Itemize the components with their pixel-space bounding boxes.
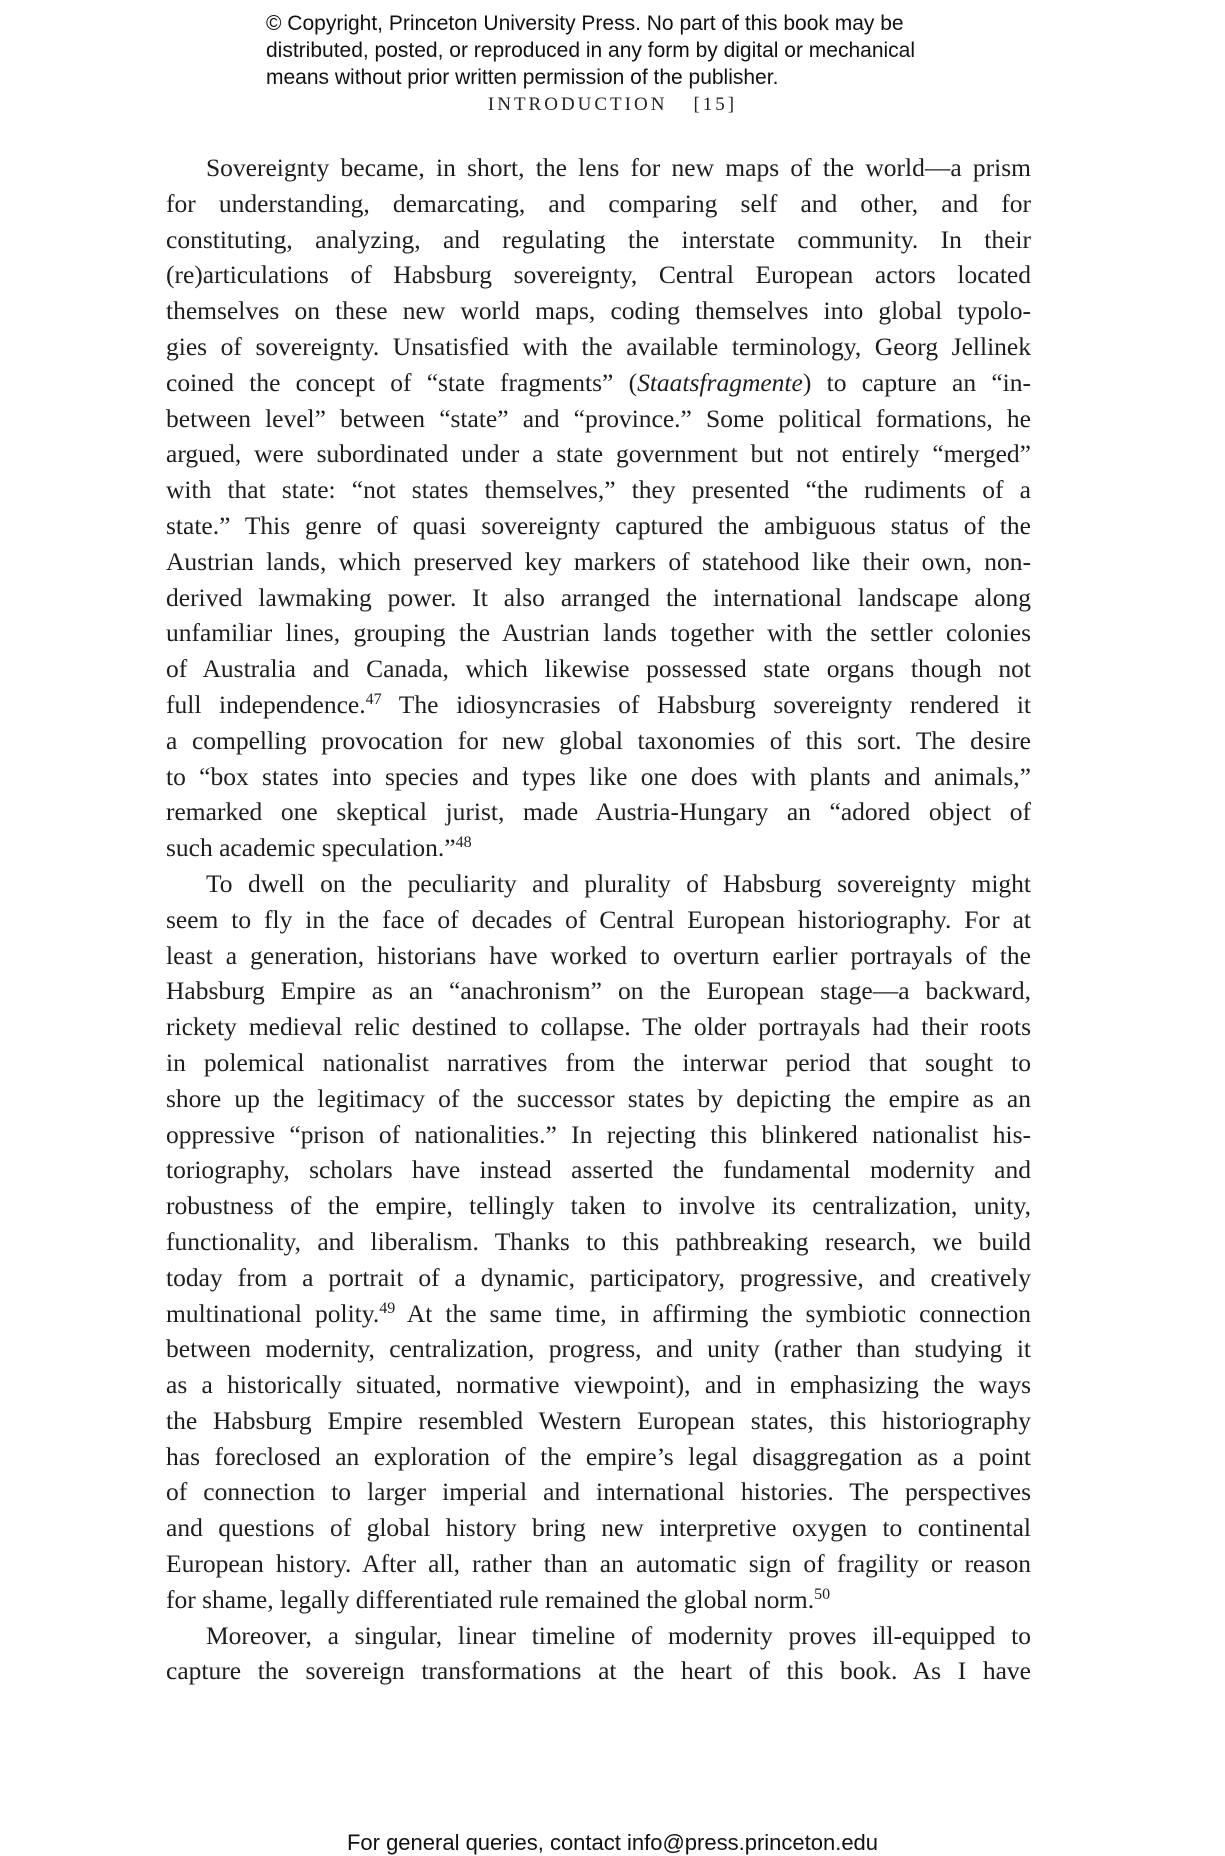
text-line: with that state: “not states themselves,” they presented “the rudiments of a	[166, 475, 1031, 505]
text-line: rickety medieval relic destined to collapse. The older portrayals had their roots	[166, 1012, 1031, 1042]
text-segment: The idiosyncrasies of Habsburg sovereignty rendered it	[381, 689, 1031, 719]
text-line: constituting, analyzing, and regulating the interstate community. In their	[166, 224, 1031, 254]
paragraph-3	[166, 1618, 1031, 1690]
text-segment: coined the concept of “state fragments” (	[166, 367, 638, 397]
text-line: gies of sovereignty. Unsatisfied with the available terminology, Georg Jellinek	[166, 331, 1031, 361]
text-segment: At the same time, in affirming the symbiotic connection	[395, 1298, 1032, 1328]
text-line: robustness of the empire, tellingly taken to involve its centralization, unity,	[166, 1191, 1031, 1221]
copyright-line: distributed, posted, or reproduced in any form by digital or mechanical	[266, 39, 916, 62]
text-line: and questions of global history bring new interpretive oxygen to continental	[166, 1513, 1031, 1543]
body-text	[166, 150, 1031, 1689]
text-line: Habsburg Empire as an “anachronism” on the European stage—a backward,	[166, 976, 1031, 1006]
text-line	[166, 687, 1031, 723]
text-segment: ) to capture an “in-	[802, 367, 1031, 397]
text-line: European history. After all, rather than an automatic sign of fragility or reason	[166, 1549, 1031, 1579]
text-line: derived lawmaking power. It also arranged the international landscape along	[166, 582, 1031, 612]
text-line: to “box states into species and types like one does with plants and animals,”	[166, 761, 1031, 791]
text-line: themselves on these new world maps, coding themselves into global typolo-	[166, 296, 1031, 326]
text-line: oppressive “prison of nationalities.” In rejecting this blinkered nationalist his-	[166, 1119, 1031, 1149]
running-head-section: INTRODUCTION	[487, 94, 668, 115]
text-line: for understanding, demarcating, and comparing self and other, and for	[166, 188, 1031, 218]
text-line	[166, 830, 1031, 866]
footer-contact: For general queries, contact info@press.princeton.edu	[346, 1830, 879, 1855]
text-line: toriography, scholars have instead asserted the fundamental modernity and	[166, 1155, 1031, 1185]
text-line: of connection to larger imperial and international histories. The perspectives	[166, 1477, 1031, 1507]
text-line: argued, were subordinated under a state government but not entirely “merged”	[166, 439, 1031, 469]
paragraph-2	[166, 866, 1031, 1618]
footnote-ref-48: 48	[455, 834, 472, 852]
text-line: in polemical nationalist narratives from the interwar period that sought to	[166, 1047, 1031, 1077]
text-segment: multinational polity.	[166, 1298, 380, 1328]
text-line: between modernity, centralization, progress, and unity (rather than studying it	[166, 1334, 1031, 1364]
text-line	[166, 1296, 1031, 1332]
copyright-notice	[266, 10, 1026, 91]
paragraph-1	[166, 150, 1031, 866]
text-line: of Australia and Canada, which likewise possessed state organs though not	[166, 654, 1031, 684]
italic-term: Staatsfragmente	[637, 367, 803, 397]
running-head	[0, 94, 1225, 116]
text-line: capture the sovereign transformations at the heart of this book. As I have	[166, 1656, 1031, 1686]
text-line: as a historically situated, normative viewpoint), and in emphasizing the ways	[166, 1370, 1031, 1400]
text-line: Sovereignty became, in short, the lens for new maps of the world—a prism	[206, 153, 1031, 182]
text-line: between level” between “state” and “province.” Some political formations, he	[166, 403, 1031, 433]
text-line: state.” This genre of quasi sovereignty captured the ambiguous status of the	[166, 510, 1031, 540]
text-line: least a generation, historians have worked to overturn earlier portrayals of the	[166, 940, 1031, 970]
text-line: To dwell on the peculiarity and plurality of Habsburg sovereignty might	[206, 868, 1031, 898]
copyright-line: © Copyright, Princeton University Press. No part of this book may be	[266, 12, 904, 35]
text-line	[166, 365, 1031, 401]
footnote-ref-50: 50	[814, 1585, 831, 1603]
text-segment: full independence.	[166, 689, 366, 719]
footnote-ref-47: 47	[365, 690, 382, 708]
text-line: has foreclosed an exploration of the empire’s legal disaggregation as a point	[166, 1441, 1031, 1471]
text-line: functionality, and liberalism. Thanks to this pathbreaking research, we build	[166, 1226, 1031, 1256]
text-line: shore up the legitimacy of the successor states by depicting the empire as an	[166, 1083, 1031, 1113]
text-segment: for shame, legally differentiated rule remained the global norm.	[166, 1584, 815, 1614]
copyright-line: means without prior written permission of the publisher.	[266, 66, 779, 89]
text-line: a compelling provocation for new global taxonomies of this sort. The desire	[166, 725, 1031, 755]
text-line: (re)articulations of Habsburg sovereignty, Central European actors located	[166, 260, 1031, 290]
text-line: seem to fly in the face of decades of Central European historiography. For at	[166, 904, 1031, 934]
text-line: unfamiliar lines, grouping the Austrian lands together with the settler colonies	[166, 618, 1031, 648]
footnote-ref-49: 49	[379, 1299, 396, 1317]
text-line: Austrian lands, which preserved key markers of statehood like their own, non-	[166, 546, 1031, 576]
text-line	[166, 1582, 1031, 1618]
text-line: remarked one skeptical jurist, made Austria-Hungary an “adored object of	[166, 797, 1031, 827]
page-number: [15]	[693, 94, 738, 115]
text-segment: such academic speculation.”	[166, 833, 456, 863]
text-line: Moreover, a singular, linear timeline of modernity proves ill-equipped to	[206, 1620, 1031, 1650]
text-line: the Habsburg Empire resembled Western European states, this historiography	[166, 1405, 1031, 1435]
text-line: today from a portrait of a dynamic, participatory, progressive, and creatively	[166, 1262, 1031, 1292]
